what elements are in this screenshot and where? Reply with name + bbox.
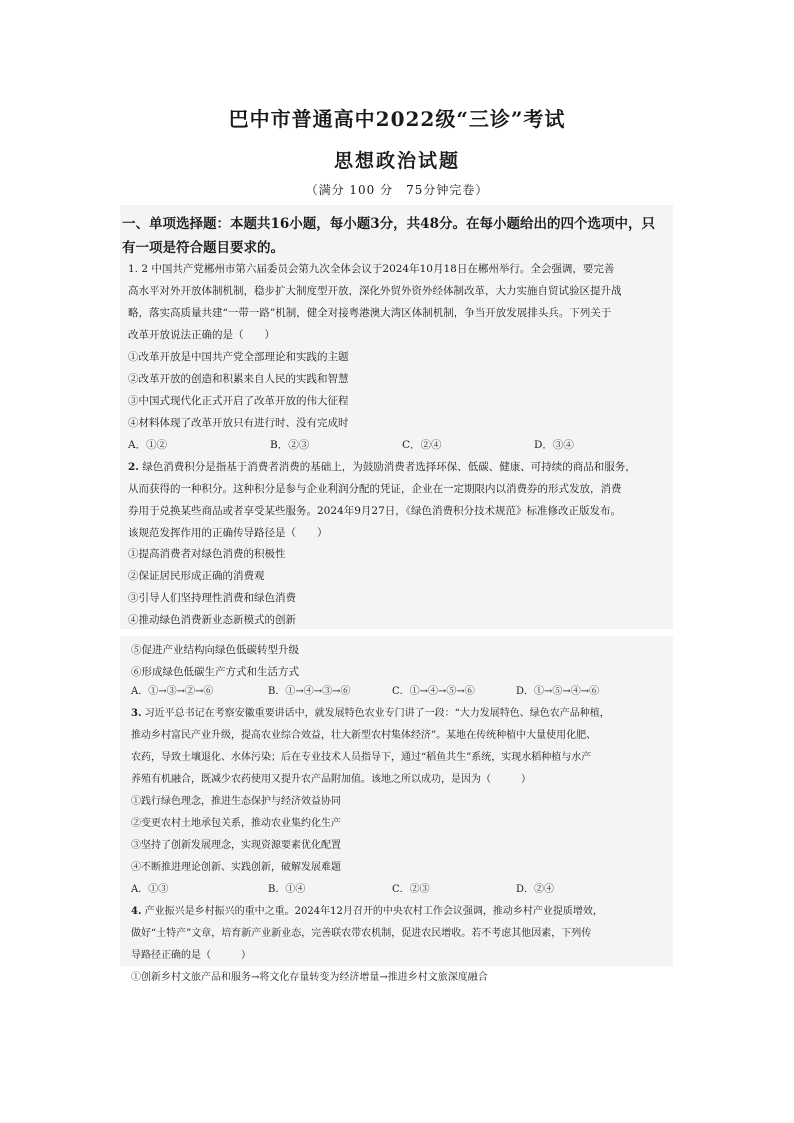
q1-line: 略，落实高质量共建“一带一路”机制，健全对接粤港澳大湾区体制机制，争当开放发展排头兵。下列关于 bbox=[128, 307, 612, 319]
q3-item: ③坚持了创新发展理念，实现资源要素优化配置 bbox=[131, 840, 341, 851]
q2-item: ①提高消费者对绿色消费的积极性 bbox=[128, 548, 286, 560]
q4-text: 产业振兴是乡村振兴的重中之重。2024年12月召开的中央农村工作会议强调，推动乡村产业提质增效， bbox=[144, 906, 603, 917]
q1-line: 改革开放说法正确的是（ ） bbox=[128, 329, 275, 341]
q1-option-b: B．②③ bbox=[270, 439, 310, 451]
q1-option-d: D．③④ bbox=[534, 439, 574, 451]
exam-note: （满分 100 分 75分钟完卷） bbox=[305, 183, 489, 197]
q2-text: 绿色消费积分是指基于消费者消费的基础上，为鼓励消费者选择环保、低碳、健康、可持续的商品和服务， bbox=[142, 461, 636, 473]
q3-item: ①践行绿色理念，推进生态保护与经济效益协同 bbox=[131, 796, 341, 807]
q2-item: ③引导人们坚持理性消费和绿色消费 bbox=[128, 592, 296, 604]
q3-line: 推动乡村富民产业升级，提高农业综合效益，壮大新型农村集体经济”。某地在传统种植中大量使用化肥、 bbox=[131, 730, 597, 741]
q2-line: 券用于兑换某些商品或者享受某些服务。2024年9月27日，《绿色消费积分技术规范》标准修改正版发布。 bbox=[128, 505, 622, 517]
q2-option-a: A．①→③→②→⑥ bbox=[131, 686, 214, 697]
q3-item: ②变更农村土地承包关系，推动农业集约化生产 bbox=[131, 818, 341, 829]
q3-line: 农药，导致土壤退化、水体污染；后在专业技术人员指导下，通过“稻鱼共生”系统，实现水稻种植与水产 bbox=[131, 752, 592, 763]
q3-number: 3. bbox=[131, 708, 142, 719]
q3-text: 习近平总书记在考察安徽重要讲话中，就发展特色农业专门讲了一段：“大力发展特色、绿色农产品种植， bbox=[144, 708, 610, 719]
q2-option-d: D．①→⑤→④→⑥ bbox=[516, 686, 600, 697]
q3-option-d: D．②④ bbox=[516, 884, 555, 895]
q1-line: 高水平对外开放体制机制，稳步扩大制度型开放，深化外贸外资外经体制改革，大力实施自贸试验区提升战 bbox=[128, 285, 622, 297]
q1-line bbox=[128, 262, 614, 276]
q1-item: ①改革开放是中国共产党全部理论和实践的主题 bbox=[128, 351, 349, 363]
q4-line: 做好“土特产”文章，培育新产业新业态，完善联农带农机制，促进农民增收。若不考虑其他因素，下列传 bbox=[131, 928, 592, 939]
section-heading-cont: 有一项是符合题目要求的。 bbox=[122, 240, 284, 256]
q3-option-c: C．②③ bbox=[392, 884, 430, 895]
q2-number: 2. bbox=[128, 461, 139, 473]
q3-item: ④不断推进理论创新、实践创新，破解发展难题 bbox=[131, 862, 341, 873]
q1-option-c: C．②④ bbox=[402, 439, 442, 451]
exam-subtitle: 思想政治试题 bbox=[333, 150, 460, 172]
q2-line bbox=[128, 460, 636, 474]
q1-item: ②改革开放的创造和积累来自人民的实践和智慧 bbox=[128, 373, 349, 385]
q4-item: ①创新乡村文旅产品和服务→将文化存量转变为经济增量→推进乡村文旅深度融合 bbox=[131, 972, 488, 983]
q3-option-a: A．①③ bbox=[131, 884, 169, 895]
q1-item: ③中国式现代化正式开启了改革开放的伟大征程 bbox=[128, 395, 349, 407]
q1-option-a: A．①② bbox=[128, 439, 168, 451]
q2-item: ⑥形成绿色低碳生产方式和生活方式 bbox=[131, 666, 299, 678]
q1-item: ④材料体现了改革开放只有进行时、没有完成时 bbox=[128, 417, 349, 429]
q4-line: 导路径正确的是（ ） bbox=[131, 950, 251, 961]
exam-title: 巴中市普通高中2022级“三诊”考试 bbox=[228, 107, 566, 131]
q4-line bbox=[131, 905, 603, 919]
q3-line: 养殖有机融合，既减少农药使用又提升农产品附加值。该地之所以成功，是因为（ ） bbox=[131, 774, 531, 785]
q2-option-c: C．①→④→⑤→⑥ bbox=[392, 686, 475, 697]
q3-option-b: B．①④ bbox=[268, 884, 306, 895]
section-heading: 一、单项选择题：本题共16小题，每小题3分，共48分。在每小题给出的四个选项中，只 bbox=[122, 216, 655, 232]
q3-line bbox=[131, 707, 610, 721]
q2-item: ④推动绿色消费新业态新模式的创新 bbox=[128, 614, 296, 626]
q2-option-b: B．①→④→③→⑥ bbox=[268, 686, 351, 697]
q2-item: ②保证居民形成正确的消费观 bbox=[128, 570, 265, 582]
q1-number: 1. bbox=[128, 263, 139, 275]
q2-line: 从而获得的一种积分。这种积分是参与企业利润分配的凭证，企业在一定期限内以消费券的形式发放，消费 bbox=[128, 483, 622, 495]
q2-item: ⑤促进产业结构向绿色低碳转型升级 bbox=[131, 644, 299, 656]
q1-text: 2 中国共产党郴州市第六届委员会第九次全体会议于2024年10月18日在郴州举行。全会强调，要完善 bbox=[141, 263, 615, 275]
q2-line: 该规范发挥作用的正确传导路径是（ ） bbox=[128, 527, 328, 539]
q4-number: 4. bbox=[131, 906, 142, 917]
